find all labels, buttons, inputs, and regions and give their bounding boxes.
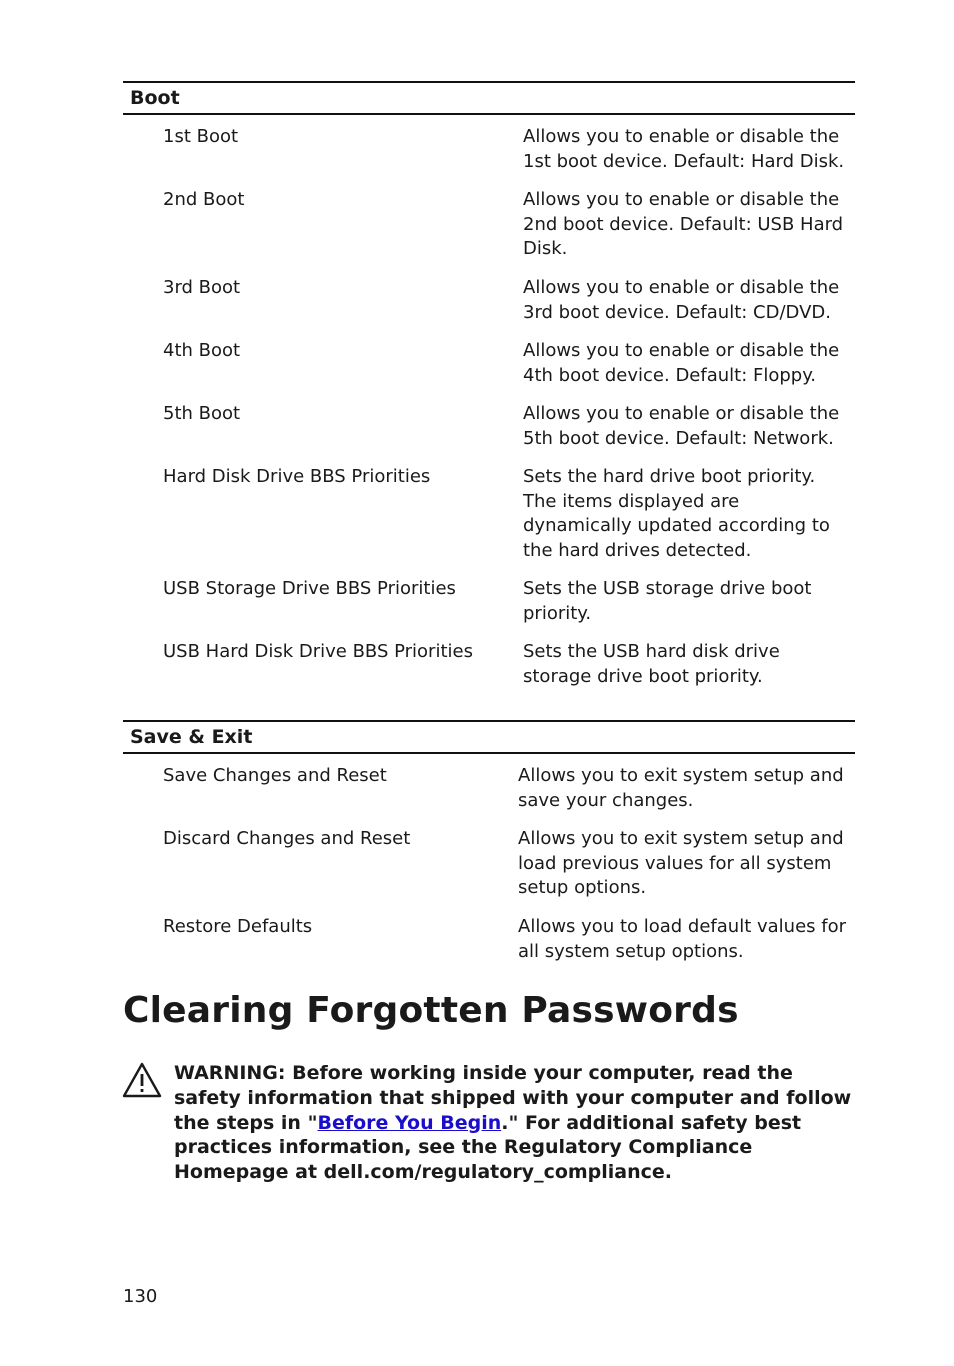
warning-text-continued: ." For additional safety best practices information, see the Regulatory Compliance Homepage at dell.com/regulatory_compliance. bbox=[174, 1111, 802, 1184]
boot-header: Boot bbox=[123, 81, 855, 115]
setting-name: Restore Defaults bbox=[163, 916, 313, 937]
setting-name: Hard Disk Drive BBS Priorities bbox=[163, 466, 431, 487]
setting-name: USB Storage Drive BBS Priorities bbox=[163, 578, 456, 599]
setting-description: Sets the USB hard disk drive storage drive boot priority. bbox=[523, 641, 780, 687]
setting-name: Discard Changes and Reset bbox=[163, 828, 411, 849]
page-number: 130 bbox=[123, 1286, 158, 1307]
save-exit-header: Save & Exit bbox=[123, 720, 855, 754]
setting-name: 4th Boot bbox=[163, 340, 241, 361]
setting-description: Allows you to exit system setup and save your changes. bbox=[518, 765, 844, 811]
setting-description: Allows you to enable or disable the 2nd boot device. Default: USB Hard Disk. bbox=[523, 189, 844, 260]
setting-description: Allows you to load default values for all system setup options. bbox=[518, 916, 846, 962]
setting-name: 3rd Boot bbox=[163, 277, 241, 298]
setting-description: Sets the USB storage drive boot priority. bbox=[523, 578, 812, 624]
setting-description: Allows you to enable or disable the 3rd boot device. Default: CD/DVD. bbox=[523, 277, 840, 323]
warning-text: WARNING: Before working inside your computer, read the safety information that shipped with your computer and follow the steps in " bbox=[174, 1062, 852, 1134]
setting-name: 5th Boot bbox=[163, 403, 241, 424]
warning-note bbox=[174, 1061, 854, 1185]
setting-name: Save Changes and Reset bbox=[163, 765, 387, 786]
setting-description: Sets the hard drive boot priority. The items displayed are dynamically updated according to the hard drives detected. bbox=[523, 466, 830, 562]
before-you-begin-link[interactable]: Before You Begin bbox=[317, 1111, 502, 1134]
setting-description: Allows you to enable or disable the 5th boot device. Default: Network. bbox=[523, 403, 840, 449]
warning-triangle-icon bbox=[122, 1062, 162, 1098]
save-exit-section bbox=[123, 720, 855, 962]
setting-description: Allows you to enable or disable the 4th boot device. Default: Floppy. bbox=[523, 340, 840, 386]
setting-description: Allows you to enable or disable the 1st boot device. Default: Hard Disk. bbox=[523, 126, 845, 172]
setting-description: Allows you to exit system setup and load previous values for all system setup options. bbox=[518, 828, 844, 899]
setting-name: USB Hard Disk Drive BBS Priorities bbox=[163, 641, 473, 662]
boot-section bbox=[123, 81, 855, 687]
page-title: Clearing Forgotten Passwords bbox=[123, 990, 739, 1031]
setting-name: 1st Boot bbox=[163, 126, 239, 147]
setting-name: 2nd Boot bbox=[163, 189, 245, 210]
